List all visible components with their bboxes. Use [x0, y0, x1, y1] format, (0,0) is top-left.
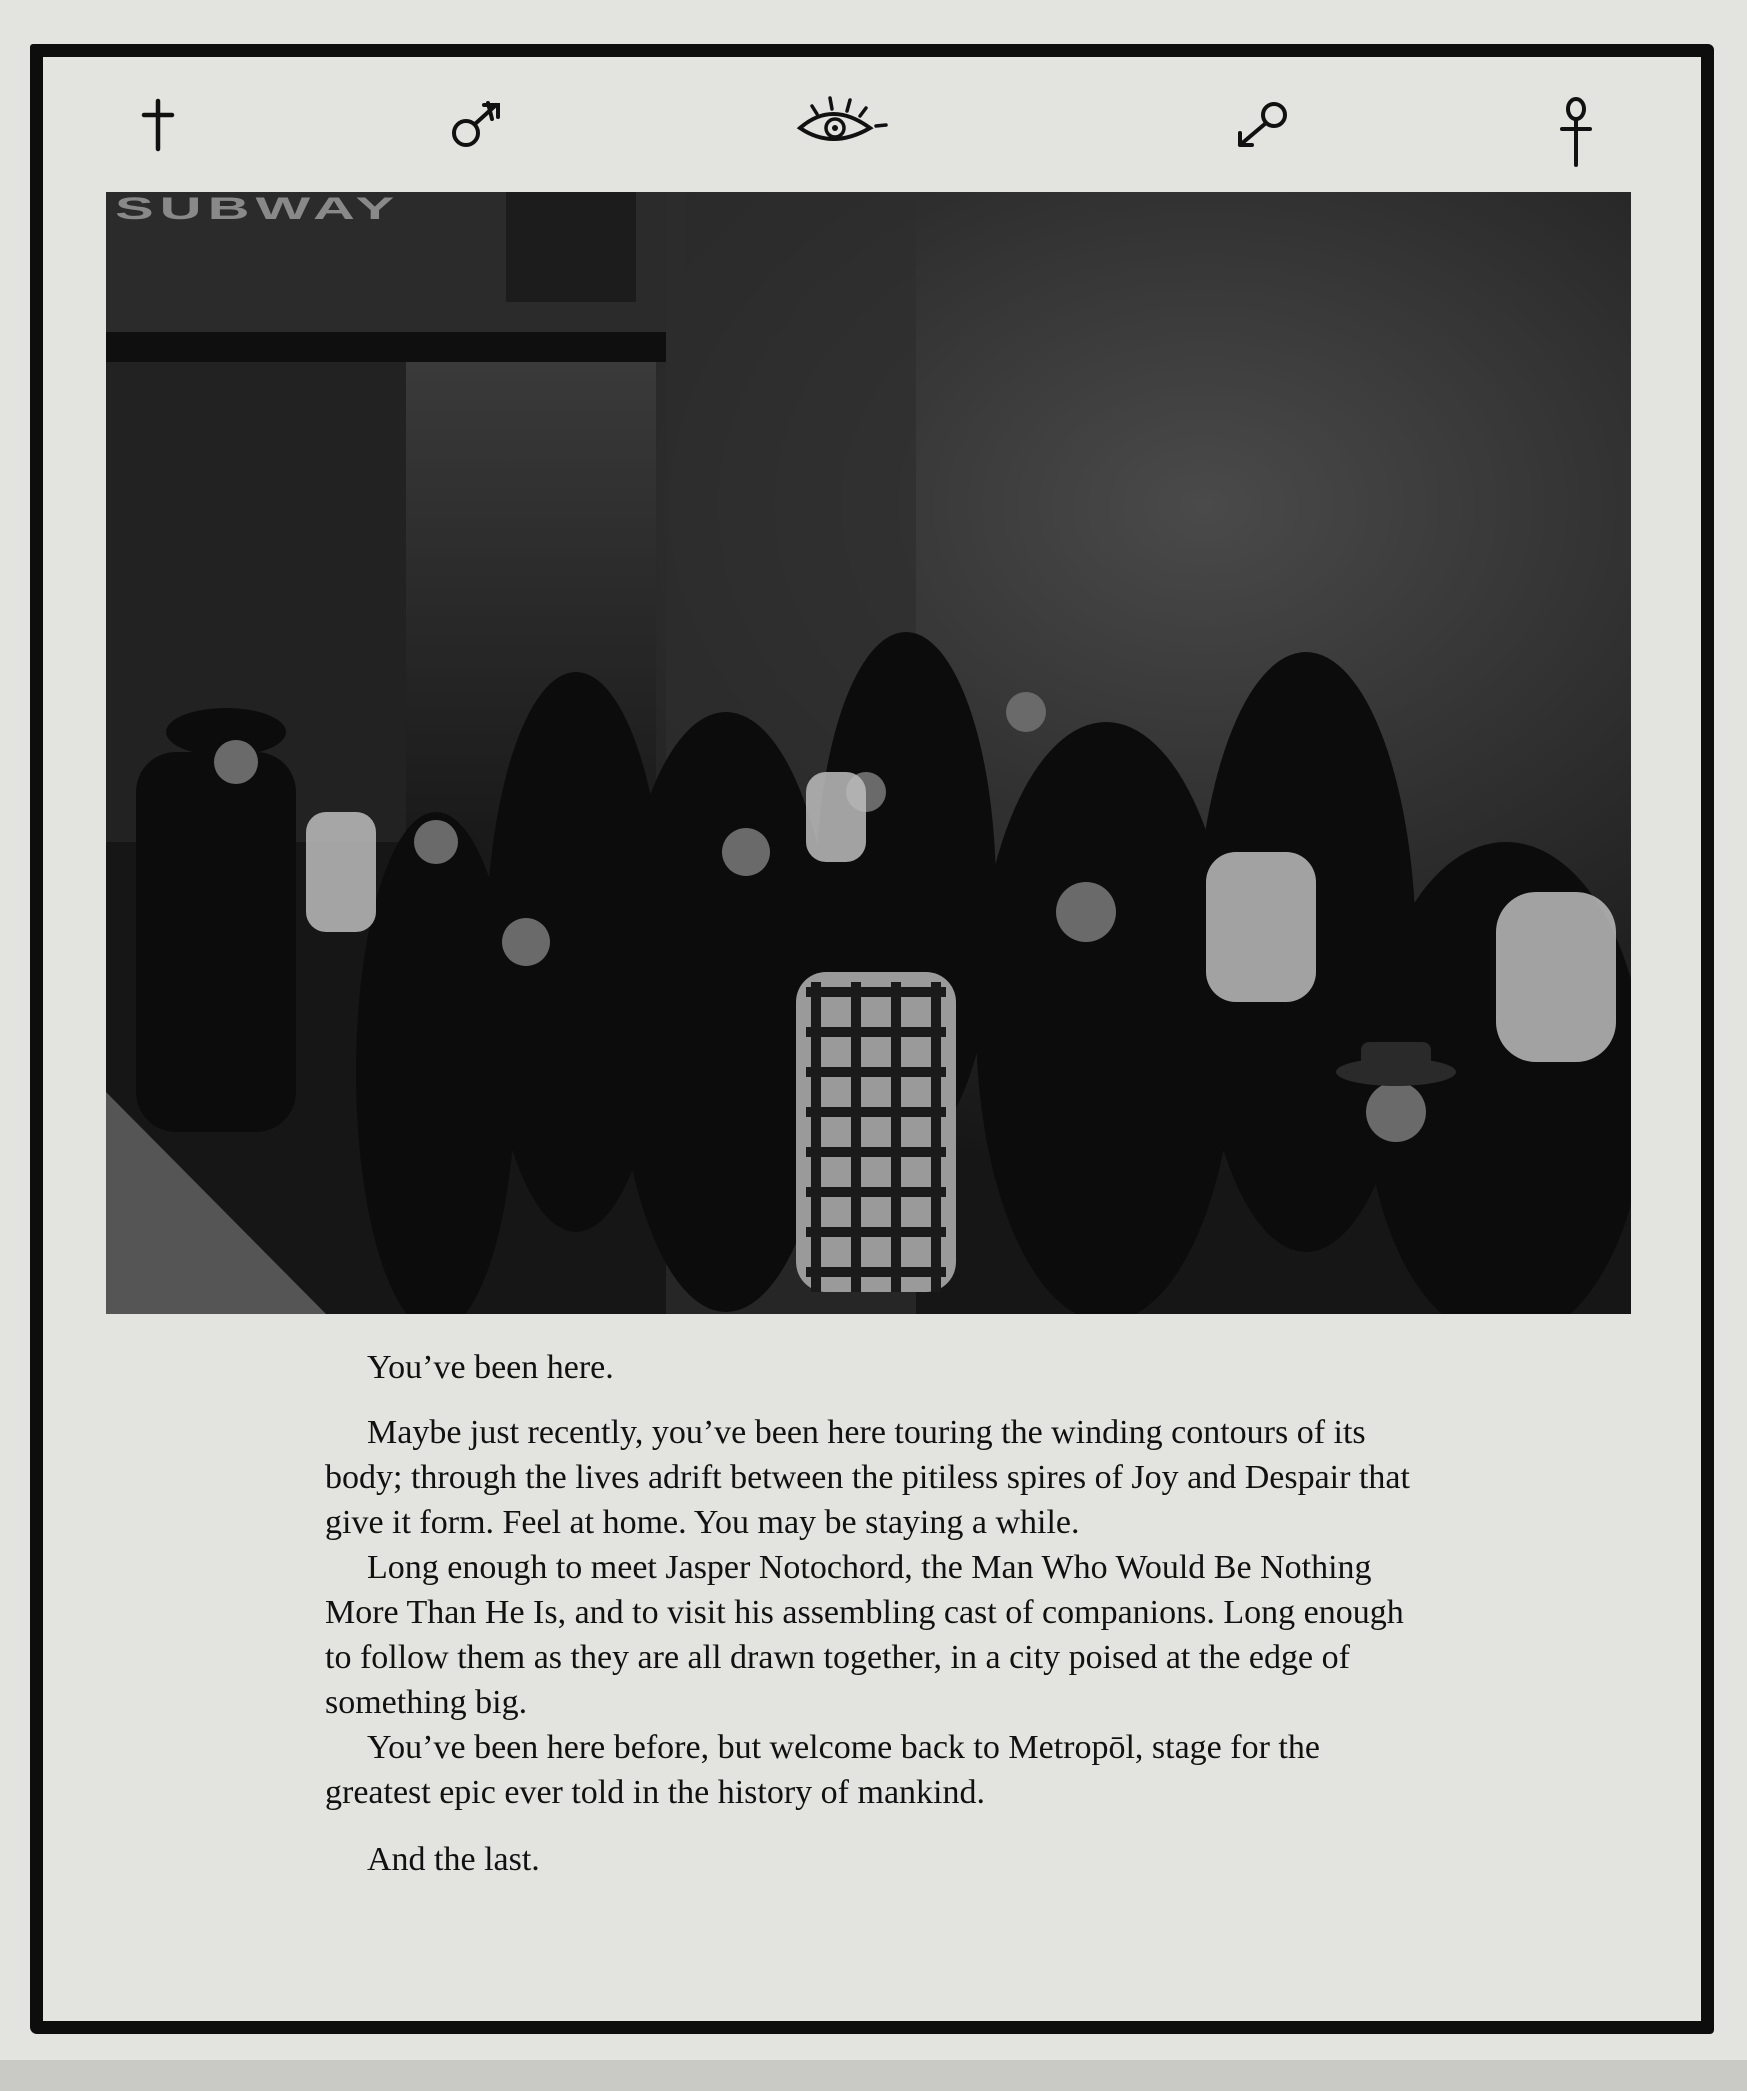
paragraph-5: And the last.: [367, 1841, 540, 1878]
intro-text: [325, 1345, 1425, 1882]
paragraph-1: You’ve been here.: [367, 1349, 614, 1386]
eye-icon: [792, 92, 892, 172]
key-symbol-icon: [1232, 95, 1292, 175]
crowd-photograph: [106, 192, 1631, 1314]
cross-icon: [138, 95, 178, 175]
ankh-symbol-icon: [1556, 95, 1596, 175]
mars-symbol-icon: [446, 95, 506, 175]
paragraph-3: Long enough to meet Jasper Notochord, the Man Who Would Be Nothing More Than He Is, and to visit his assembling cast of companions. Long enough to follow them as they are all drawn together, in a city poised at the edge of something big.: [325, 1549, 1404, 1721]
page-edge: [0, 2060, 1747, 2091]
paragraph-2: Maybe just recently, you’ve been here touring the winding contours of its body; through the lives adrift between the pitiless spires of Joy and Despair that give it form. Feel at home. You may be staying a while.: [325, 1414, 1410, 1541]
subway-sign: SUBWAY: [115, 190, 401, 227]
paragraph-4: You’ve been here before, but welcome back to Metropōl, stage for the greatest epic ever told in the history of mankind.: [325, 1729, 1320, 1811]
